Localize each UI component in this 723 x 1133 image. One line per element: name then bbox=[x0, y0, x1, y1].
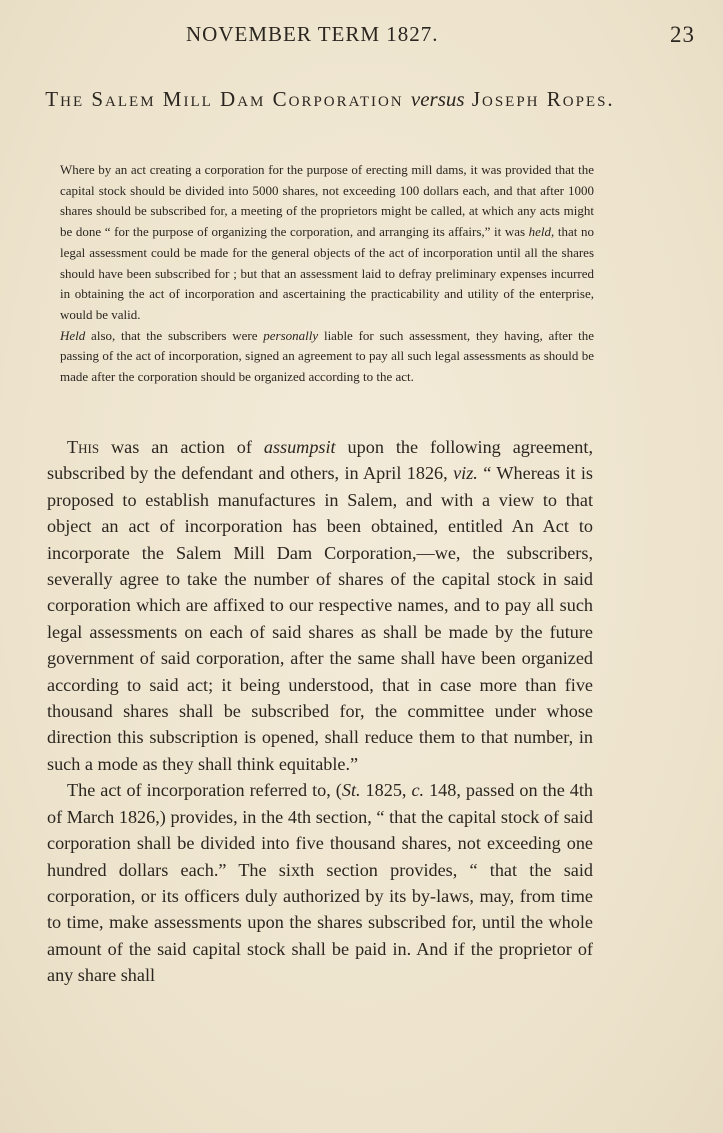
headnote-text: liable for such assessment, they having, after the passing of the act of incorporation, signed an agreement to pay all such legal assessments as should be made after the corporation should be organized according to the act. bbox=[60, 327, 595, 385]
body-text-run: 1825, bbox=[360, 780, 412, 801]
body-text-run: was an action of bbox=[99, 437, 264, 457]
plaintiff-name: The Salem Mill Dam Corporation bbox=[45, 87, 404, 111]
headnote-text: also, that the subscribers were bbox=[85, 327, 264, 343]
italic-term: viz. bbox=[453, 463, 478, 484]
lead-word: This bbox=[67, 437, 100, 457]
headnote-held: Held bbox=[60, 327, 86, 343]
case-title bbox=[40, 86, 620, 113]
body-paragraph bbox=[47, 777, 593, 988]
body-text-run: upon the following agreement, subscribed by the defendant and others, in April 1826, bbox=[47, 437, 593, 484]
body-paragraph bbox=[47, 434, 593, 777]
headnote-text: that no legal assessment could be made for the general objects of the act of incorporation until all the shares should have been subscribed for ; but that an assessment laid to defray preliminary expenses incurred in obtaining the act of incorporation and ascertaining the practicability and utility of the enterprise, would be valid. bbox=[60, 224, 594, 322]
body-text bbox=[47, 434, 593, 989]
body-text-run: “ Whereas it is proposed to establish manufactures in Salem, and with a view to that object an act of incorporation has been obtained, entitled An Act to incorporate the Salem Mill Dam Corporation,—we, the subscribers, severally agree to take the number of shares of the capital stock in said corporation which are affixed to our respective names, and to pay all such legal assessments on each of said shares as shall be made by the future government of said corporation, after the same shall have been organized according to said act; it being understood, that in case more than five thousand shares shall be subscribed for, the committee under whose direction this subscription is opened, shall reduce them to that number, in such a mode as they shall think equitable.” bbox=[47, 463, 594, 774]
headnote bbox=[60, 160, 594, 388]
headnote-paragraph bbox=[60, 160, 594, 326]
italic-term: assumpsit bbox=[263, 437, 336, 457]
body-text-run: The act of incorporation referred to, ( bbox=[67, 780, 342, 801]
versus-word: versus bbox=[410, 87, 465, 111]
body-text-run: 148, passed on the 4th of March 1826,) provides, in the 4th section, “ that the capital stock of said corporation shall be divided into five thousand shares, not exceeding one hundred dollars each.” The sixth section provides, “ that the said corporation, or its officers duly authorized by its by-laws, may, from time to time, make assessments upon the shares subscribed for, until the whole amount of the said capital stock shall be paid in. And if the proprietor of any share shall bbox=[47, 780, 593, 986]
defendant-name: Joseph Ropes. bbox=[471, 87, 615, 111]
italic-term: St. bbox=[341, 780, 361, 801]
headnote-held: held, bbox=[528, 224, 555, 240]
running-title: NOVEMBER TERM 1827. bbox=[186, 22, 439, 46]
italic-term: c. bbox=[411, 780, 425, 801]
page-header bbox=[48, 22, 695, 52]
headnote-personally: personally bbox=[263, 327, 319, 343]
page-number: 23 bbox=[670, 22, 695, 47]
headnote-paragraph bbox=[60, 326, 594, 388]
headnote-text: Where by an act creating a corporation for the purpose of erecting mill dams, it was provided that the capital stock should be divided into 5000 shares, not exceeding 100 dollars each, and that after 1000 shares should be subscribed for, a meeting of the proprietors might be called, at which any acts might be done “ for the purpose of organizing the corporation, and arranging its affairs,” it was bbox=[60, 162, 594, 240]
